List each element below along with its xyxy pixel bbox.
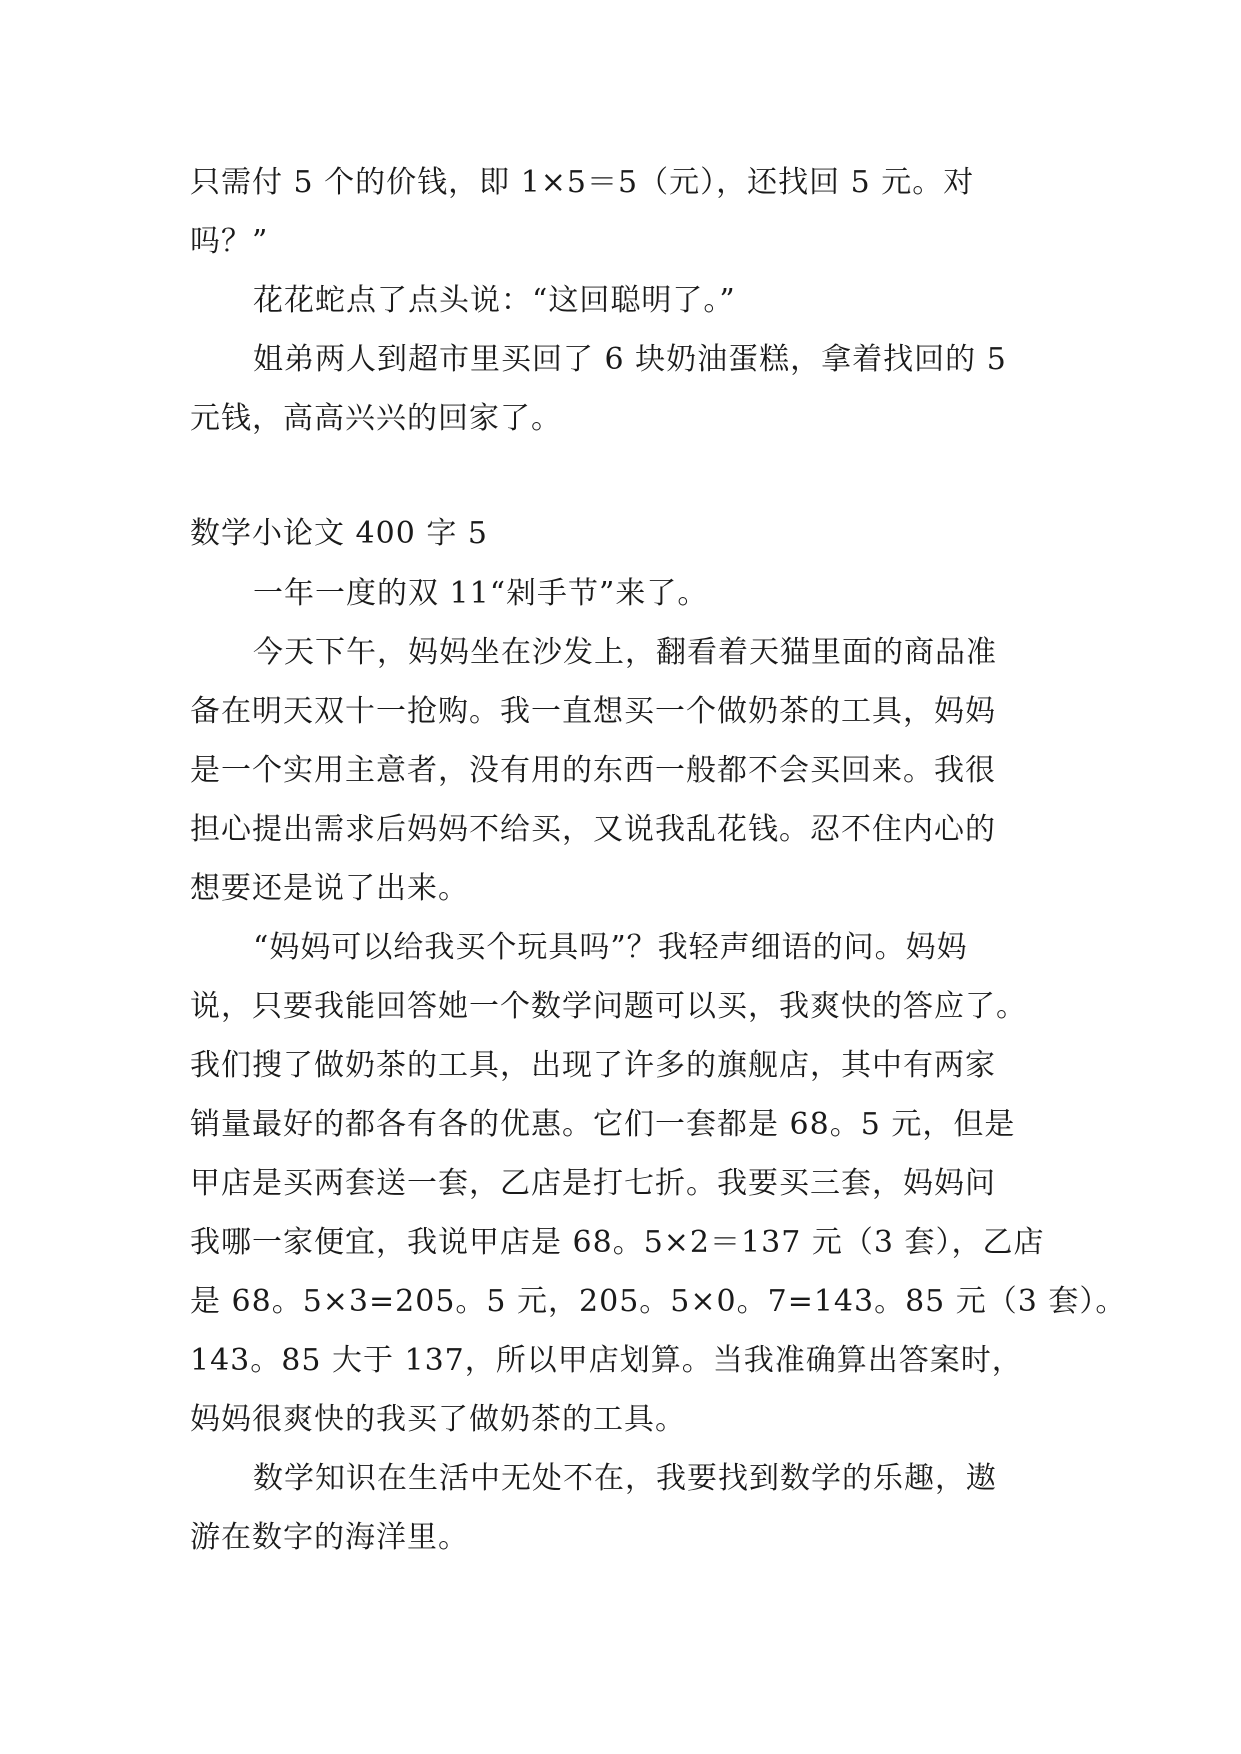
text-line: 游在数字的海洋里。 <box>190 1520 469 1555</box>
text-line: 只需付 5 个的价钱，即 1×5＝5（元），还找回 5 元。对 <box>190 165 975 200</box>
text-line: 妈妈很爽快的我买了做奶茶的工具。 <box>190 1402 686 1437</box>
text-line: “妈妈可以给我买个玩具吗”？我轻声细语的问。妈妈 <box>253 930 968 965</box>
text-line: 是 68。5×3=205。5 元，205。5×0。7=143。85 元（3 套）。 <box>190 1284 1127 1319</box>
text-line: 一年一度的双 11“剁手节”来了。 <box>253 576 709 611</box>
text-line: 甲店是买两套送一套，乙店是打七折。我要买三套，妈妈问 <box>190 1166 996 1201</box>
text-line: 想要还是说了出来。 <box>190 871 469 906</box>
text-line: 吗？” <box>190 224 269 259</box>
text-line: 是一个实用主意者，没有用的东西一般都不会买回来。我很 <box>190 753 996 788</box>
section-heading: 数学小论文 400 字 5 <box>190 516 488 551</box>
text-line: 担心提出需求后妈妈不给买，又说我乱花钱。忍不住内心的 <box>190 812 996 847</box>
text-line: 我们搜了做奶茶的工具，出现了许多的旗舰店，其中有两家 <box>190 1048 996 1083</box>
text-line: 今天下午，妈妈坐在沙发上，翻看着天猫里面的商品准 <box>253 635 997 670</box>
text-line: 数学知识在生活中无处不在，我要找到数学的乐趣，遨 <box>253 1461 997 1496</box>
text-line: 花花蛇点了点头说：“这回聪明了。” <box>253 283 736 318</box>
text-line: 143。85 大于 137，所以甲店划算。当我准确算出答案时， <box>190 1343 1023 1378</box>
text-line: 说，只要我能回答她一个数学问题可以买，我爽快的答应了。 <box>190 989 1027 1024</box>
text-line: 元钱，高高兴兴的回家了。 <box>190 401 562 436</box>
text-line: 销量最好的都各有各的优惠。它们一套都是 68。5 元，但是 <box>190 1107 1016 1142</box>
text-line: 备在明天双十一抢购。我一直想买一个做奶茶的工具，妈妈 <box>190 694 996 729</box>
text-line: 姐弟两人到超市里买回了 6 块奶油蛋糕，拿着找回的 5 <box>253 342 1007 377</box>
text-line: 我哪一家便宜，我说甲店是 68。5×2＝137 元（3 套），乙店 <box>190 1225 1045 1260</box>
